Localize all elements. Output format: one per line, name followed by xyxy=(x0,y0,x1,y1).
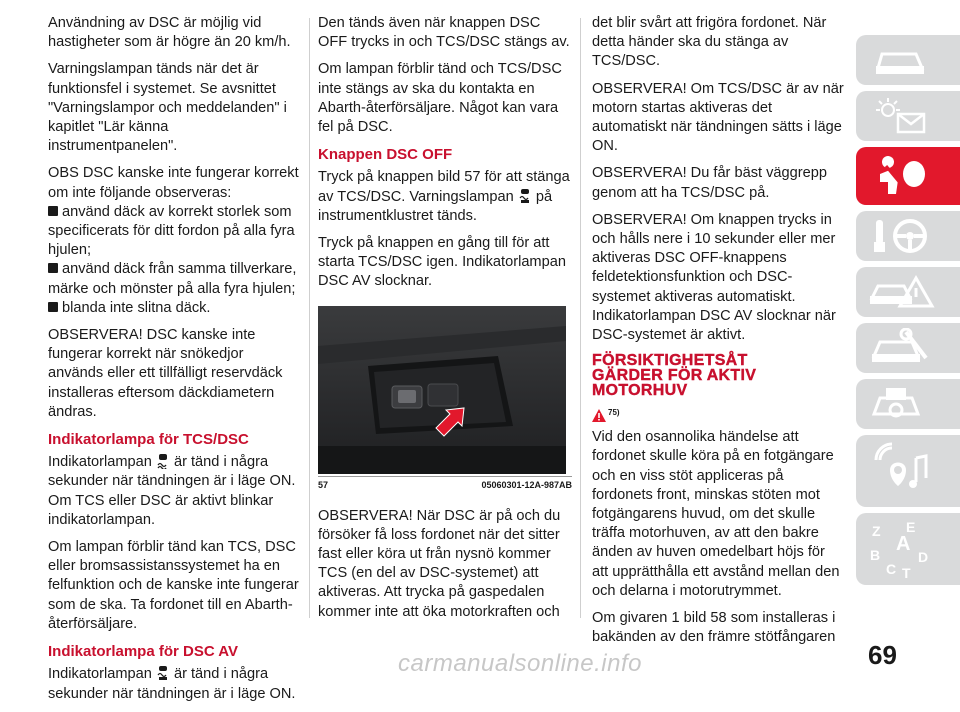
section-heading-hood: FÖRSIKTIGHETSÅT GÄRDER FÖR AKTIV MOTORHUV xyxy=(592,352,757,400)
technical-data-icon xyxy=(866,384,936,424)
bullet-list xyxy=(48,203,300,318)
section-heading: Knappen DSC OFF xyxy=(318,146,453,164)
paragraph: Vid den osannolika händelse att fordonet skulle köra på en fotgängare och en viss stöt appliceras på fordonets front, minskas stöten mot fotgängarens huvud, om det skulle träffa motorhuven, av att den bakre änden av huven omedelbart höjs för att upprätthålla ett avstånd mellan den och delarna i motorutrymmet. xyxy=(592,429,840,599)
column-divider xyxy=(580,18,581,618)
svg-text:A: A xyxy=(896,533,911,555)
car-icon xyxy=(866,40,936,80)
tab-starting-driving[interactable] xyxy=(856,211,960,261)
paragraph: OBSERVERA! Om knappen trycks in och hålls nere i 10 sekunder eller mer aktiveras DSC OFF-knappens feldetektionsfunktion och DSC-systemet aktiveras automatiskt. Indikatorlampan DSC AV slocknar när DSC-systemet är aktivt. xyxy=(592,211,836,344)
warning-reference: 75) xyxy=(592,406,844,422)
paragraph: OBS DSC kanske inte fungerar korrekt om inte följande observeras: xyxy=(48,165,299,201)
tab-index[interactable] xyxy=(856,513,960,585)
paragraph: Indikatorlampan är tänd i några sekunder när tändningen är i läge ON. xyxy=(48,666,296,702)
svg-text:T: T xyxy=(902,565,911,580)
paragraph: Om givaren 1 bild 58 som installeras i bakänden av den främre stötfångaren xyxy=(592,610,836,646)
figure-caption xyxy=(318,476,572,491)
list-item: använd däck av korrekt storlek som specificerats för ditt fordon på alla fyra hjulen; xyxy=(48,203,295,259)
steering-wheel-icon xyxy=(866,216,936,256)
alphabetical-index-icon xyxy=(866,518,936,580)
tab-multimedia[interactable] xyxy=(856,435,960,507)
paragraph: Om lampan förblir tänd och TCS/DSC inte stängs av ska du kontakta en Abarth-återförsäljare. Något kan vara fel på DSC. xyxy=(318,61,562,136)
tab-safety[interactable] xyxy=(856,147,960,205)
list-item: blanda inte slitna däck. xyxy=(48,299,300,318)
svg-text:B: B xyxy=(870,547,881,563)
dsc-off-icon xyxy=(157,665,169,681)
car-service-icon xyxy=(866,328,936,368)
figure-dsc-button-photo xyxy=(318,306,566,474)
tab-technical-data[interactable] xyxy=(856,379,960,429)
paragraph: Varningslampan tänds när det är funktionsfel i systemet. Se avsnittet "Varningslampor och meddelanden" i kapitlet "Lär känna instrumentpanelen". xyxy=(48,61,287,155)
paragraph: Tryck på knappen en gång till för att starta TCS/DSC igen. Indikatorlampan DSC AV slocknar. xyxy=(318,235,566,290)
list-item: använd däck från samma tillverkare, märke och mönster på alla fyra hjulen; xyxy=(48,261,297,297)
tab-car-overview[interactable] xyxy=(856,35,960,85)
paragraph: OBSERVERA! DSC kanske inte fungerar korrekt när snökedjor används eller ett tillfälligt reservdäck installeras eftersom däckdiametern ändras. xyxy=(48,327,283,420)
svg-text:C: C xyxy=(886,561,897,577)
section-heading: Indikatorlampa för DSC AV xyxy=(48,643,239,661)
bullet-icon xyxy=(48,263,58,273)
column-3 xyxy=(592,14,844,655)
watermark: carmanualsonline.info xyxy=(398,650,642,677)
paragraph: OBSERVERA! Du får bäst väggrepp genom att ha TCS/DSC på. xyxy=(592,165,827,201)
figure-code: 05060301-12A-987AB xyxy=(481,479,572,490)
paragraph: Användning av DSC är möjlig vid hastigheter som är högre än 20 km/h. xyxy=(48,15,291,51)
dsc-off-icon xyxy=(519,188,531,204)
dashboard-photo xyxy=(318,306,566,474)
tab-emergency[interactable] xyxy=(856,267,960,317)
column-2 xyxy=(318,14,572,630)
paragraph: Indikatorlampan är tänd i några sekunder när tändningen är i läge ON. Om TCS eller DSC är aktivt blinkar indikatorlampan. xyxy=(48,454,296,528)
svg-text:E: E xyxy=(906,519,916,535)
paragraph: Den tänds även när knappen DSC OFF trycks in och TCS/DSC stängs av. xyxy=(318,15,570,51)
warning-triangle-icon xyxy=(592,409,606,422)
airbag-seat-icon xyxy=(866,152,940,200)
figure-number: 57 xyxy=(318,479,329,490)
page-number: 69 xyxy=(868,640,897,670)
svg-text:Z: Z xyxy=(872,523,881,539)
paragraph: Tryck på knappen bild 57 för att stänga av TCS/DSC. Varningslampan på instrumentklustret tänds. xyxy=(318,169,570,224)
bullet-icon xyxy=(48,302,58,312)
bullet-icon xyxy=(48,206,58,216)
paragraph: OBSERVERA! När DSC är på och du försöker få loss fordonet när det sitter fast eller köra ut från nysnö kommer TCS (en del av DSC-systemet) att aktiveras. Att trycka på gaspedalen kommer inte att öka motorkraften och xyxy=(318,507,561,620)
tab-maintenance[interactable] xyxy=(856,323,960,373)
warning-lights-icon xyxy=(866,96,936,136)
multimedia-icon xyxy=(866,440,936,502)
tcs-warning-icon xyxy=(157,453,169,469)
column-1 xyxy=(48,14,300,712)
tab-instruments[interactable] xyxy=(856,91,960,141)
section-heading: Indikatorlampa för TCS/DSC xyxy=(48,431,249,449)
paragraph: Om lampan förblir tänd kan TCS, DSC eller bromsassistanssystemet ha en felfunktion och de kanske inte fungerar som de ska. Ta fordonet till en Abarth-återförsäljare. xyxy=(48,539,299,632)
paragraph: OBSERVERA! Om TCS/DSC är av när motorn startas aktiveras det automatiskt när tändningen sätts i läge ON. xyxy=(592,80,844,155)
column-divider xyxy=(309,18,310,618)
car-warning-icon xyxy=(866,272,936,312)
svg-text:D: D xyxy=(918,549,929,565)
paragraph: det blir svårt att frigöra fordonet. När detta händer ska du stänga av TCS/DSC. xyxy=(592,15,827,70)
